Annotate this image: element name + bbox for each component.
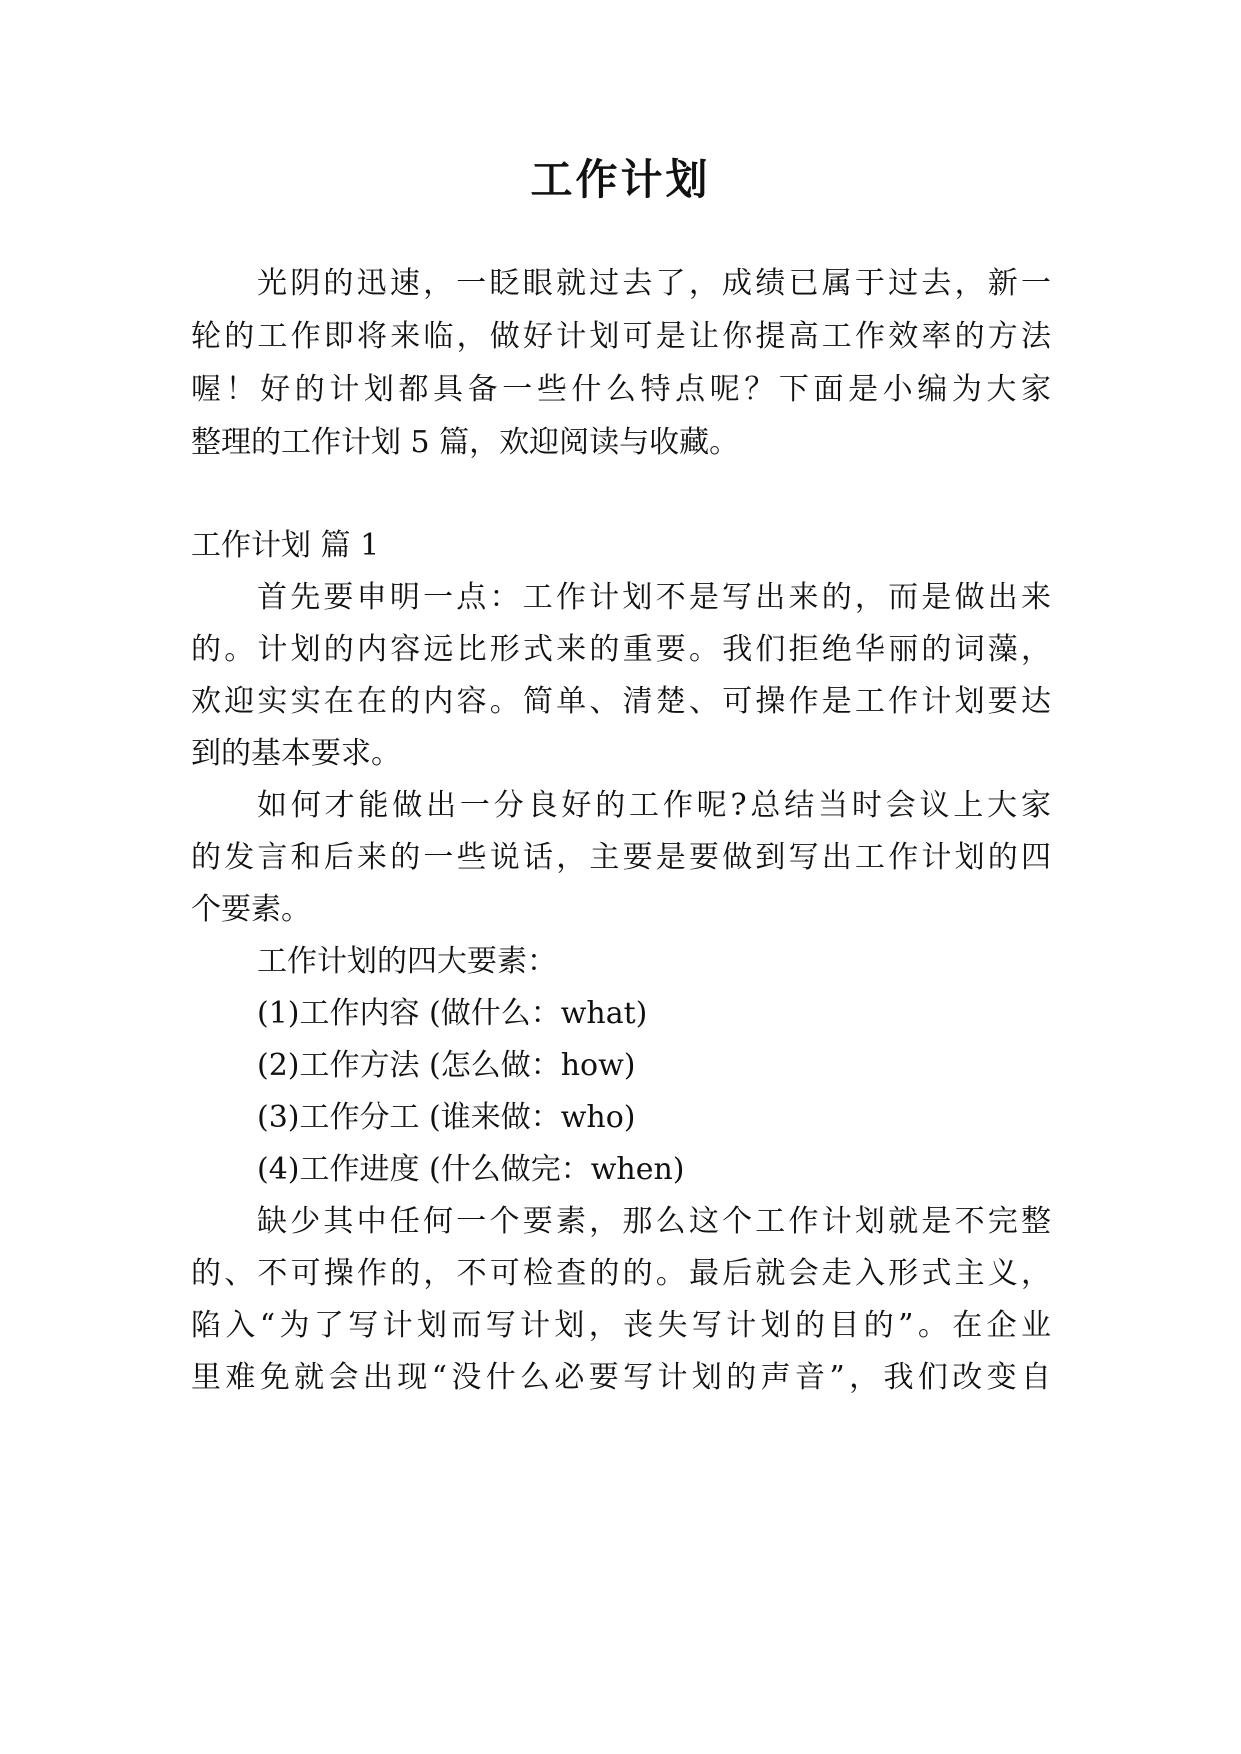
document-title: 工作计划 bbox=[530, 155, 711, 204]
elements-intro: 工作计划的四大要素： bbox=[257, 944, 557, 979]
intro-line: 整理的工作计划 5 篇，欢迎阅读与收藏。 bbox=[191, 425, 740, 460]
paragraph-line: 欢迎实实在在的内容。简单、清楚、可操作是工作计划要达 bbox=[191, 684, 1051, 719]
element-item: (2)工作方法 (怎么做：how) bbox=[257, 1048, 636, 1083]
paragraph-line: 个要素。 bbox=[191, 892, 311, 927]
element-item: (1)工作内容 (做什么：what) bbox=[257, 996, 648, 1031]
intro-line: 光阴的迅速，一眨眼就过去了，成绩已属于过去，新一 bbox=[257, 266, 1051, 301]
paragraph-line: 里难免就会出现“没什么必要写计划的声音”，我们改变自 bbox=[191, 1360, 1051, 1395]
paragraph-line: 如何才能做出一分良好的工作呢?总结当时会议上大家 bbox=[257, 788, 1051, 823]
paragraph-line: 首先要申明一点：工作计划不是写出来的，而是做出来 bbox=[257, 580, 1051, 615]
intro-line: 喔！好的计划都具备一些什么特点呢？下面是小编为大家 bbox=[191, 372, 1051, 407]
paragraph-line: 到的基本要求。 bbox=[191, 736, 401, 771]
paragraph-line: 陷入“为了写计划而写计划，丧失写计划的目的”。在企业 bbox=[191, 1308, 1051, 1343]
paragraph-line: 的发言和后来的一些说话，主要是要做到写出工作计划的四 bbox=[191, 840, 1051, 875]
intro-line: 轮的工作即将来临，做好计划可是让你提高工作效率的方法 bbox=[191, 319, 1051, 354]
section-heading: 工作计划 篇 1 bbox=[191, 528, 380, 563]
element-item: (3)工作分工 (谁来做：who) bbox=[257, 1100, 636, 1135]
paragraph-line: 缺少其中任何一个要素，那么这个工作计划就是不完整 bbox=[257, 1204, 1051, 1239]
paragraph-line: 的、不可操作的，不可检查的的。最后就会走入形式主义， bbox=[191, 1256, 1051, 1291]
paragraph-line: 的。计划的内容远比形式来的重要。我们拒绝华丽的词藻， bbox=[191, 632, 1051, 667]
element-item: (4)工作进度 (什么做完：when) bbox=[257, 1152, 685, 1187]
